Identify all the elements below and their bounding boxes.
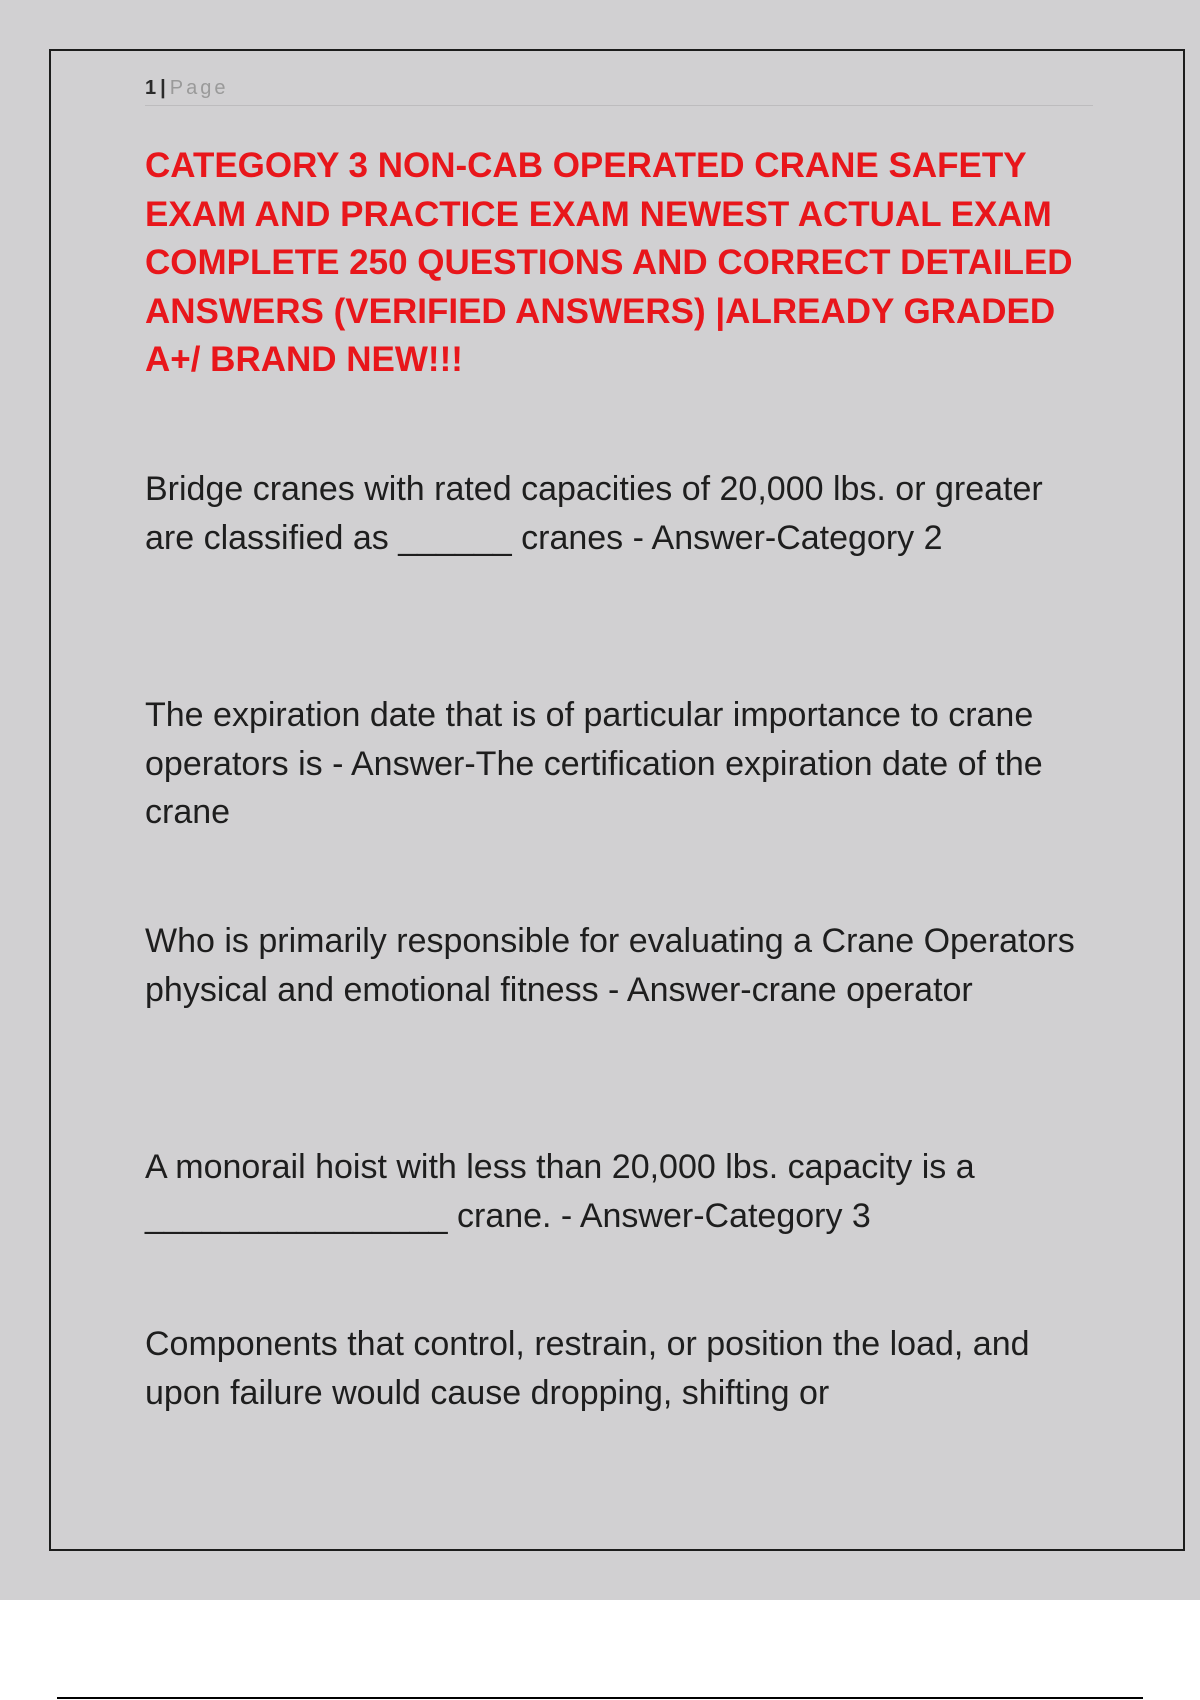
page-separator: | [160,77,166,99]
page-label: Page [169,77,229,99]
question-answer-3: Who is primarily responsible for evaluating a Crane Operators physical and emotional fitness - Answer-crane operator [145,922,1075,1009]
page-number: 1 [145,77,157,99]
page-header [145,76,1093,106]
question-answer-4: A monorail hoist with less than 20,000 lbs. capacity is a ________________ crane. - Answer-Category 3 [145,1148,975,1235]
footer-divider [57,1697,1143,1699]
question-answer-1: Bridge cranes with rated capacities of 20,000 lbs. or greater are classified as ______ cranes - Answer-Category 2 [145,470,1043,557]
question-answer-5: Components that control, restrain, or position the load, and upon failure would cause dropping, shifting or [145,1325,1030,1412]
question-answer-2: The expiration date that is of particular importance to crane operators is - Answer-The certification expiration date of the crane [145,696,1043,831]
document-title: CATEGORY 3 NON-CAB OPERATED CRANE SAFETY EXAM AND PRACTICE EXAM NEWEST ACTUAL EXAM COMPLETE 250 QUESTIONS AND CORRECT DETAILED ANSWERS (VERIFIED ANSWERS) |ALREADY GRADED A+/ BRAND NEW!!! [145,146,1073,379]
